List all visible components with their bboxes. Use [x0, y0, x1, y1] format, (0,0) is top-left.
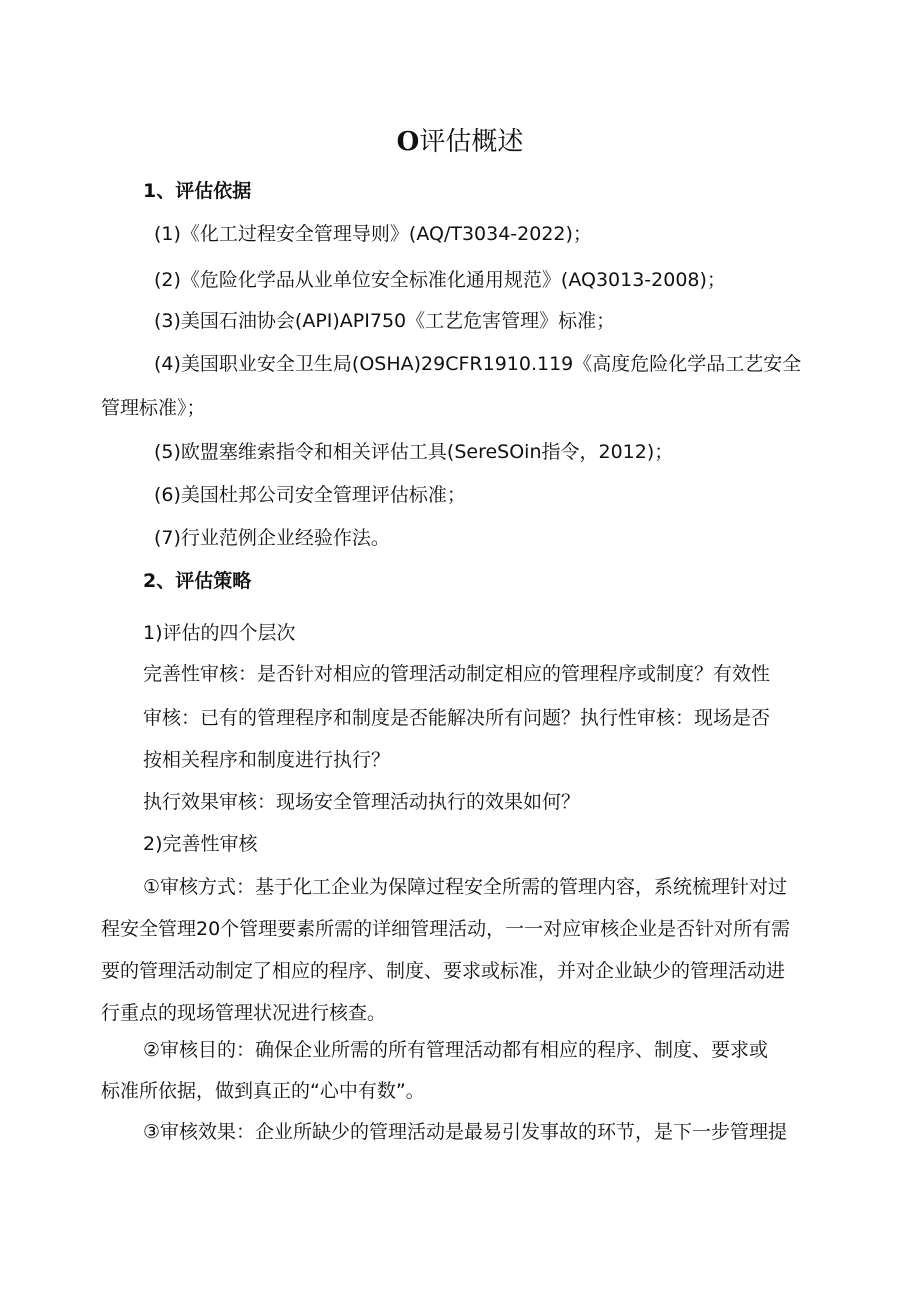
strategy-line-10: 行重点的现场管理状况进行核查。 [101, 1002, 387, 1024]
strategy-line-4: 按相关程序和制度进行执行？ [143, 749, 391, 771]
strategy-line-11: ②审核目的：确保企业所需的所有管理活动都有相应的程序、制度、要求或 [143, 1039, 769, 1061]
basis-item-4-continued: 管理标准》； [101, 397, 206, 419]
strategy-line-1: 1)评估的四个层次 [143, 622, 296, 644]
strategy-line-2: 完善性审核：是否针对相应的管理活动制定相应的管理程序或制度？有效性 [143, 663, 771, 685]
strategy-line-8: 程安全管理20个管理要素所需的详细管理活动，一一对应审核企业是否针对所有需 [101, 918, 791, 940]
basis-item-3: (3)美国石油协会(API)API750《工艺危害管理》标准； [154, 310, 616, 332]
strategy-line-5: 执行效果审核：现场安全管理活动执行的效果如何？ [143, 791, 581, 813]
strategy-line-12: 标准所依据，做到真正的“心中有数”。 [101, 1080, 425, 1102]
page-title [0, 124, 920, 160]
section-heading-strategy: 2、评估策略 [143, 570, 252, 592]
section-heading-basis: 1、评估依据 [143, 180, 252, 202]
strategy-line-7: ①审核方式：基于化工企业为保障过程安全所需的管理内容，系统梳理针对过 [143, 876, 788, 898]
basis-item-1: (1)《化工过程安全管理导则》(AQ/T3034-2022)； [154, 223, 592, 245]
title-text: 评估概述 [419, 127, 524, 157]
basis-item-2: (2)《危险化学品从业单位安全标准化通用规范》(AQ3013-2008)； [154, 269, 726, 291]
basis-item-7: (7)行业范例企业经验作法。 [154, 527, 390, 549]
basis-item-6: (6)美国杜邦公司安全管理评估标准； [154, 484, 466, 506]
title-lead-letter: O [396, 127, 420, 157]
strategy-line-9: 要的管理活动制定了相应的程序、制度、要求或标准，并对企业缺少的管理活动进 [101, 960, 786, 982]
basis-item-4: (4)美国职业安全卫生局(OSHA)29CFR1910.119《高度危险化学品工艺安全 [154, 353, 802, 375]
strategy-line-13: ③审核效果：企业所缺少的管理活动是最易引发事故的环节，是下一步管理提 [143, 1121, 788, 1143]
basis-item-5: (5)欧盟塞维索指令和相关评估工具(SereSOin指令，2012)； [154, 441, 674, 463]
strategy-line-3: 审核：已有的管理程序和制度是否能解决所有问题？执行性审核：现场是否 [143, 707, 771, 729]
strategy-line-6: 2)完善性审核 [143, 833, 258, 855]
